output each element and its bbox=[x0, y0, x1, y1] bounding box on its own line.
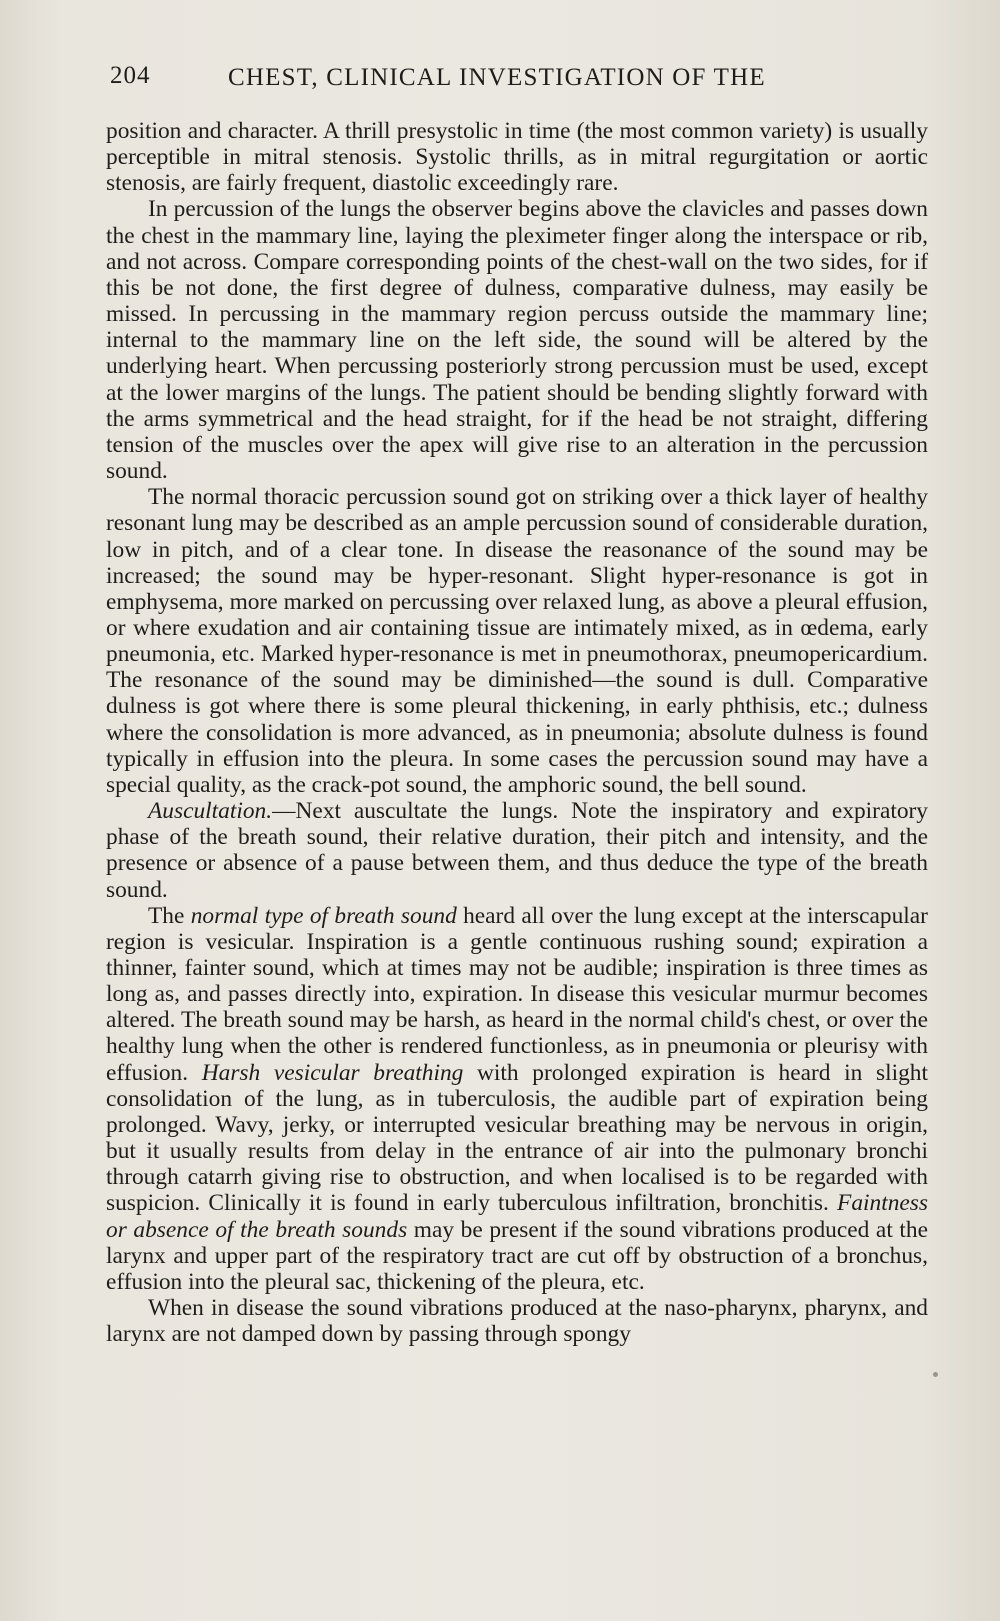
running-head: CHEST, CLINICAL INVESTIGATION OF THE bbox=[228, 64, 766, 91]
breath-text-2: heard all over the lung except at the interscapular region is vesicular. Inspiration is a gentle continuous rushing sound; expiration a thinner, fainter sound, which at times may not be audible; inspiration is three times as long as, and passes directly into, expiration. In disease this vesicular murmur becomes altered. The breath sound may be harsh, as heard in the normal child's chest, or over the healthy lung when the other is rendered functionless, as in pneumonia or pleurisy with effusion. bbox=[106, 902, 928, 1086]
paragraph-auscultation bbox=[106, 798, 928, 903]
body-text bbox=[106, 118, 928, 1347]
paragraph-percussion-method: In percussion of the lungs the observer begins above the clavicles and passes down the chest in the mammary line, laying the pleximeter finger along the interspace or rib, and not across. Compare corresponding points of the chest-wall on the two sides, for if this be not done, the first degree of dulness, comparative dulness, may easily be missed. In percussing in the mammary region percuss outside the mammary line; internal to the mammary line on the left side, the sound will be altered by the underlying heart. When percussing posteriorly strong percussion must be used, except at the lower margins of the lungs. The patient should be bending slightly forward with the arms symmetrical and the head straight, for if the head be not straight, differing tension of the muscles over the apex will give rise to an alteration in the percussion sound. bbox=[106, 196, 928, 485]
page-header bbox=[110, 62, 830, 102]
paragraph-disease-vibrations: When in disease the sound vibrations produced at the naso-pharynx, pharynx, and larynx are not damped down by passing through spongy bbox=[106, 1295, 928, 1348]
page-number: 204 bbox=[110, 62, 151, 89]
breath-text-3: with prolonged expiration is heard in slight consolidation of the lung, as in tuberculosis, the audible part of expiration being prolonged. Wavy, jerky, or interrupted vesicular breathing may be nervous in origin, but it usually results from delay in the entrance of air into the pulmonary bronchi through catarrh giving rise to obstruction, and when localised is to be regarded with suspicion. Clinically it is found in early tuberculous infiltration, bronchitis. bbox=[106, 1059, 928, 1217]
breath-term-harsh: Harsh vesicular breathing bbox=[201, 1059, 464, 1086]
breath-term-faintness: Faintness or absence of the breath sounds bbox=[106, 1190, 928, 1243]
auscultation-text: —Next auscultate the lungs. Note the inspiratory and expiratory phase of the breath sound, their relative duration, their pitch and intensity, and the presence or absence of a pause between them, and thus deduce the type of the breath sound. bbox=[106, 798, 928, 903]
breath-term-normal: normal type of breath sound bbox=[190, 902, 457, 929]
paragraph-breath-sound bbox=[106, 903, 928, 1295]
paragraph-thrill: position and character. A thrill presystolic in time (the most common variety) is usually perceptible in mitral stenosis. Systolic thrills, as in mitral regurgitation or aortic stenosis, are fairly frequent, diastolic exceedingly rare. bbox=[106, 118, 928, 197]
breath-text-4: may be present if the sound vibrations produced at the larynx and upper part of the respiratory tract are cut off by obstruction of a bronchus, effusion into the pleural sac, thickening of the pleura, etc. bbox=[106, 1216, 929, 1295]
margin-dot bbox=[933, 1372, 938, 1377]
breath-text-1: The bbox=[148, 902, 191, 929]
auscultation-heading: Auscultation. bbox=[148, 798, 273, 825]
paragraph-percussion-sound: The normal thoracic percussion sound got on striking over a thick layer of healthy resonant lung may be described as an ample percussion sound of considerable duration, low in pitch, and of a clear tone. In disease the reasonance of the sound may be increased; the sound may be hyper-resonant. Slight hyper-resonance is got in emphysema, more marked on percussing over relaxed lung, as above a pleural effusion, or where exudation and air containing tissue are intimately mixed, as in œdema, early pneumonia, etc. Marked hyper-resonance is met in pneumothorax, pneumopericardium. The resonance of the sound may be diminished—the sound is dull. Comparative dulness is got where there is some pleural thickening, in early phthisis, etc.; dulness where the consolidation is more advanced, as in pneumonia; absolute dulness is found typically in effusion into the pleura. In some cases the percussion sound may have a special quality, as the crack-pot sound, the amphoric sound, the bell sound. bbox=[106, 484, 928, 798]
